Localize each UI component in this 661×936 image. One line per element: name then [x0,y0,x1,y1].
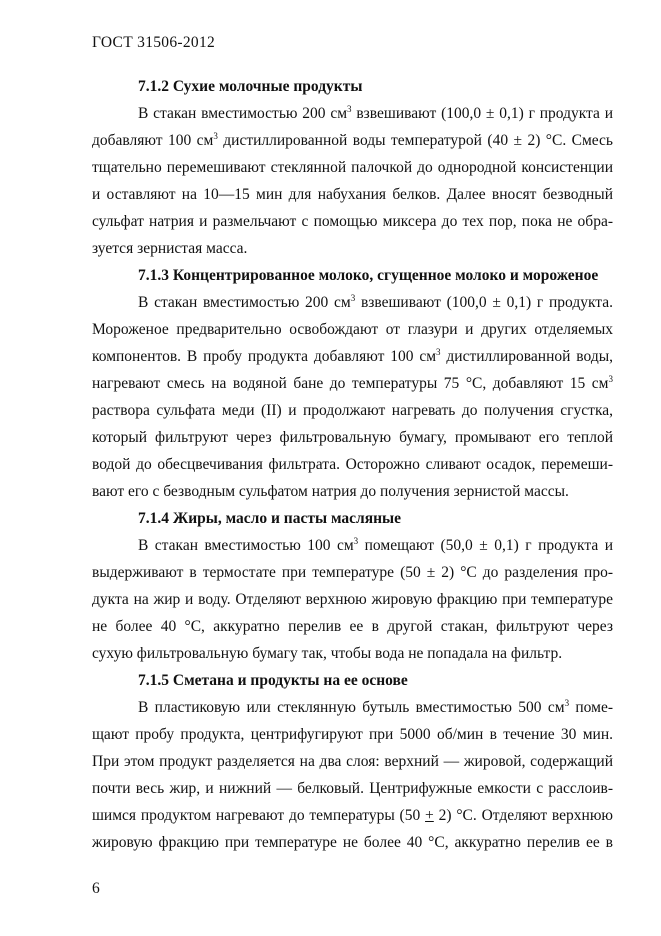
paragraph-line: При этом продукт разделяется на два слоя: верхний — жировой, содержащий [92,753,613,770]
paragraph-line: раствора сульфата меди (II) и продолжают нагревать до получения сгустка, [92,402,613,419]
paragraph-line: вают его с безводным сульфатом натрия до получения зернистой массы. [92,483,569,500]
paragraph-line: шимся продуктом нагревают до температуры (50 + 2) °С. Отделяют верхнюю [92,807,613,824]
paragraph-line: сульфат натрия и размельчают с помощью миксера до тех пор, пока не обра- [92,213,613,230]
paragraph-line: водой до обесцвечивания фильтрата. Осторожно сливают осадок, перемеши- [92,456,613,473]
paragraph-line: В стакан вместимостью 100 $см^3$ помещают (50,0 ± 0,1) г продукта и [138,536,613,554]
paragraph-line: тщательно перемешивают стеклянной палочкой до однородной консистенции [92,159,613,176]
paragraph-line: компонентов. В пробу продукта добавляют 100 $см^3$ дистиллированной воды, [92,347,613,365]
paragraph-line: выдерживают в термостате при температуре (50 ± 2) °С до разделения про- [92,564,613,581]
page-number: 6 [92,880,100,897]
paragraph-line: который фильтруют через фильтровальную бумагу, промывают его теплой [92,429,613,446]
paragraph-line: не более 40 °С, аккуратно перелив ее в другой стакан, фильтруют через [92,618,613,635]
paragraph-line: В стакан вместимостью 200 $см^3$ взвешивают (100,0 ± 0,1) г продукта. [138,293,613,311]
paragraph-line: В пластиковую или стеклянную бутыль вместимостью 500 $см^3$ поме- [138,698,613,716]
paragraph-line: дукта на жир и воду. Отделяют верхнюю жировую фракцию при температуре [92,591,613,608]
paragraph-line: зуется зернистая масса. [92,240,248,257]
paragraph-line: В стакан вместимостью 200 $см^3$ взвешивают (100,0 ± 0,1) г продукта и [138,104,613,122]
paragraph-line: добавляют 100 $см^3$ дистиллированной воды температурой (40 ± 2) °С. Смесь [92,131,614,149]
paragraph-line: Мороженое предварительно освобождают от глазури и других отделяемых [92,321,613,338]
paragraph-line: и оставляют на 10—15 мин для набухания белков. Далее вносят безводный [92,186,613,203]
document-body [92,73,613,856]
paragraph-line: почти весь жир, и нижний — белковый. Центрифужные емкости с расслоив- [92,780,613,797]
paragraph-line: сухую фильтровальную бумагу так, чтобы вода не попадала на фильтр. [92,645,563,662]
paragraph-line: щают пробу продукта, центрифугируют при 5000 об/мин в течение 30 мин. [92,726,613,743]
section-title: 7.1.4 Жиры, масло и пасты масляные [138,510,402,527]
section-title: 7.1.5 Сметана и продукты на ее основе [138,672,408,689]
section-title: 7.1.3 Концентрированное молоко, сгущенное молоко и мороженое [138,267,599,284]
paragraph-line: нагревают смесь на водяной бане до температуры 75 °С, добавляют 15 $см^3$ [92,374,613,392]
document-header: ГОСТ 31506-2012 [92,34,216,51]
paragraph-line: жировую фракцию при температуре не более 40 °С, аккуратно перелив ее в [92,834,613,851]
section-title: 7.1.2 Сухие молочные продукты [138,78,363,95]
